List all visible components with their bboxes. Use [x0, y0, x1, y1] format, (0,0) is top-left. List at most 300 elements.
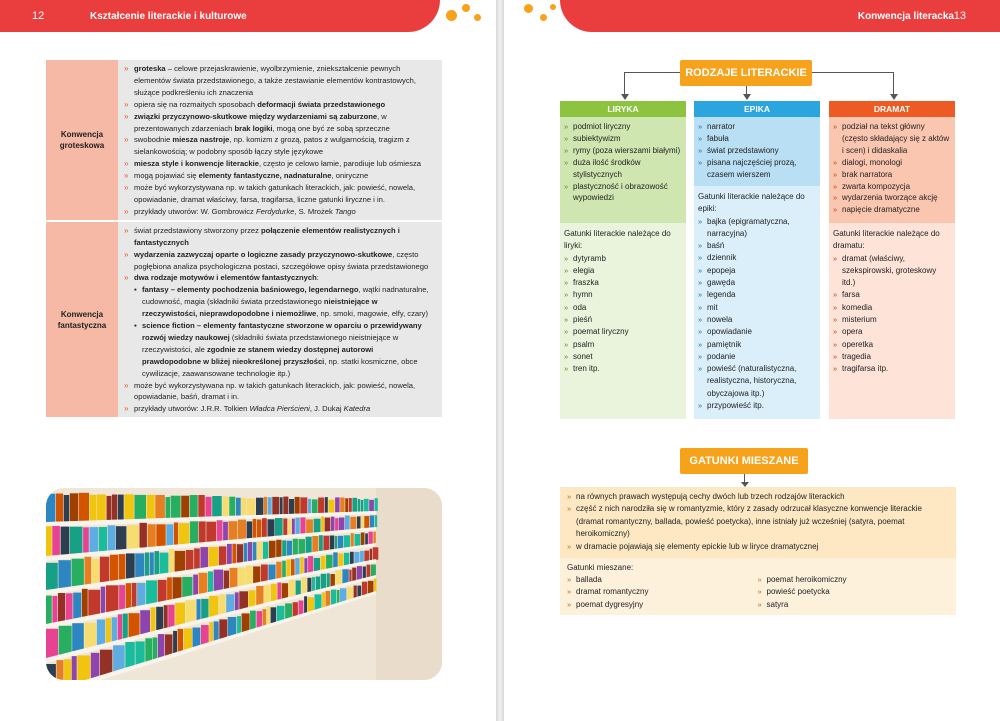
- book-spine: [153, 638, 158, 660]
- book-spine: [328, 500, 334, 513]
- bold-text: elementy fantastyczne, nadnaturalne: [198, 171, 332, 181]
- convention-items: [118, 60, 442, 220]
- list-item: [698, 351, 816, 363]
- text: – celowe przejaskrawienie, wyolbrzymienie, zniekształcenie pewnych elementów świata przedstawionego, a także zestawianie elementów kontrastowych, służące podkreśleniu ich znaczenia: [134, 64, 416, 97]
- book-spine: [354, 586, 357, 598]
- bullet-icon: »: [124, 380, 129, 390]
- dramat-genres: [829, 223, 955, 419]
- italic-text: Władca Pierścieni: [249, 404, 310, 414]
- item-text: pisana najczęściej prozą, czasem wierszem: [707, 157, 797, 179]
- bullet-icon: »: [833, 339, 838, 349]
- book-spine: [137, 583, 145, 606]
- book-spine: [282, 583, 289, 599]
- list-item: [124, 158, 434, 170]
- book-spine: [155, 495, 165, 518]
- item-text: napięcie dramatyczne: [842, 205, 920, 215]
- book-spine: [361, 533, 365, 546]
- book-spine: [253, 519, 257, 538]
- item-text: mit: [707, 302, 718, 312]
- book-spine: [226, 594, 234, 612]
- bullet-icon: »: [124, 111, 129, 121]
- book-spine: [66, 593, 73, 620]
- decorative-dot: [524, 4, 533, 13]
- book-spine: [306, 537, 312, 553]
- book-spine: [59, 626, 72, 655]
- bullet-icon: »: [124, 404, 129, 414]
- bullet-icon: »: [124, 135, 129, 145]
- book-spine: [268, 519, 275, 536]
- bullet-icon: »: [564, 265, 569, 275]
- item-text: [134, 272, 434, 284]
- list-item: [564, 326, 682, 338]
- list-item: [698, 145, 816, 157]
- list-item: [698, 121, 816, 133]
- book-spine: [299, 539, 306, 554]
- book-spine: [61, 527, 70, 555]
- book-spine: [327, 573, 330, 587]
- book-spine: [370, 549, 372, 560]
- text: może być wykorzystywana np. w takich gatunkach literackich, jak: powieść, nowela, opowiadanie, baśń, dramat i in.: [134, 380, 416, 402]
- book-spine: [190, 495, 198, 517]
- bullet-icon: »: [698, 216, 703, 226]
- bullet-icon: »: [698, 327, 703, 337]
- decorative-dot: [446, 10, 457, 21]
- book-spine: [99, 527, 107, 551]
- mixed-genres-features: [560, 487, 956, 558]
- book-spine: [331, 590, 336, 605]
- book-spine: [321, 574, 326, 589]
- list-item: [698, 302, 816, 314]
- item-text: poemat heroikomiczny: [766, 575, 847, 585]
- item-text: dramat (właściwy, szekspirowski, groteskowy itd.): [842, 253, 937, 288]
- book-spine: [242, 613, 250, 632]
- item-text: brak narratora: [842, 169, 893, 179]
- book-spine: [314, 519, 321, 533]
- book-spine: [174, 523, 178, 545]
- book-spine: [89, 527, 98, 552]
- list-item: [567, 586, 758, 598]
- item-text: poemat liryczny: [573, 327, 629, 337]
- book-spine: [113, 645, 125, 671]
- item-text: [134, 170, 434, 182]
- right-page-number: 13: [953, 10, 966, 22]
- bullet-icon: »: [124, 273, 129, 283]
- book-spine: [160, 553, 169, 574]
- bold-text: związki przyczynowo-skutkowe między wydarzeniami są zaburzone: [134, 111, 378, 121]
- book-spine: [295, 497, 300, 514]
- book-spine: [249, 590, 256, 607]
- book-spine: [375, 515, 378, 527]
- sub-list-item: [124, 284, 434, 320]
- book-spine: [72, 623, 84, 651]
- item-text: [134, 158, 434, 170]
- book-spine: [371, 565, 376, 577]
- book-spine: [304, 596, 307, 613]
- text: , np. smoki, magowie, elfy, czary): [316, 309, 428, 319]
- book-spine: [248, 542, 252, 561]
- book-spine: [171, 496, 181, 518]
- text: , mogą one być ze sobą sprzeczne: [272, 123, 390, 133]
- bold-text: brak logiki: [234, 123, 273, 133]
- list-item: [124, 380, 434, 404]
- book-spine: [132, 583, 137, 607]
- book-spine: [165, 634, 173, 655]
- book-spine: [222, 497, 228, 517]
- text: :: [316, 273, 319, 283]
- text: , J. Dukaj: [309, 404, 344, 414]
- book-spine: [335, 570, 341, 585]
- book-spine: [335, 497, 340, 512]
- book-spine: [247, 498, 256, 515]
- book-spine: [219, 595, 226, 615]
- bullet-icon: »: [564, 253, 569, 263]
- list-item: [698, 277, 816, 289]
- book-spine: [238, 520, 246, 540]
- book-spine: [173, 577, 182, 599]
- item-text: misterium: [842, 315, 877, 325]
- book-spine: [201, 625, 209, 645]
- book-spine: [100, 650, 113, 676]
- book-spine: [145, 553, 149, 576]
- item-text: tragifarsa itp.: [842, 364, 889, 374]
- item-text: opera: [842, 327, 863, 337]
- book-spine: [307, 578, 311, 592]
- item-text: część z nich narodziła się w romantyzmie, który z zasady odrzucał klasyczne konwencje literackie (dramat romantyczny, ballada, powieść poetycka), inne istniały już wcześniej (satyra, poemat heroikomiczny): [576, 504, 922, 539]
- list-item: [564, 157, 682, 181]
- book-spine: [134, 495, 146, 519]
- bullet-icon: »: [833, 364, 838, 374]
- book-spine: [300, 497, 307, 513]
- book-spine: [316, 577, 320, 591]
- book-spine: [293, 539, 298, 555]
- decorative-dot: [462, 4, 470, 12]
- text: , często pogłębiona analiza psychologiczna postaci, szczegółowe opisy świata przedstawionego: [134, 249, 429, 271]
- book-spine: [156, 524, 165, 546]
- item-text: baśń: [707, 241, 725, 251]
- list-item: [698, 289, 816, 301]
- book-spine: [169, 549, 174, 573]
- epika-genres: [694, 186, 820, 419]
- text: przykłady utworów: W. Gombrowicz: [134, 206, 256, 216]
- book-spine: [110, 555, 118, 581]
- book-spine: [369, 500, 374, 511]
- bullet-icon: »: [124, 171, 129, 181]
- item-text: świat przedstawiony: [707, 145, 779, 155]
- square-bullet-icon: ▪: [134, 321, 137, 331]
- list-item: [833, 169, 951, 181]
- book-spine: [46, 526, 52, 556]
- book-spine: [312, 536, 318, 552]
- item-text: [134, 99, 434, 111]
- book-spine: [229, 521, 238, 540]
- item-text: subiektywizm: [573, 133, 621, 143]
- bullet-icon: »: [833, 351, 838, 361]
- bullet-icon: »: [124, 225, 129, 235]
- book-spine: [330, 536, 335, 550]
- book-spine: [289, 580, 295, 597]
- list-item: [698, 314, 816, 326]
- book-spine: [368, 581, 374, 594]
- book-spine: [186, 550, 194, 570]
- item-text: duża ilość środków stylistycznych: [573, 157, 641, 179]
- text: , np. statki kosmiczne, obce cywilizacje, zaawansowane technologie itp.): [142, 356, 418, 378]
- book-spine: [344, 535, 350, 547]
- bullet-icon: »: [564, 364, 569, 374]
- list-item: [124, 99, 434, 111]
- bullet-icon: »: [567, 492, 572, 501]
- book-spine: [135, 641, 144, 664]
- bullet-icon: »: [833, 205, 838, 215]
- convention-label: Konwencja fantastyczna: [46, 222, 118, 418]
- book-spine: [56, 494, 63, 522]
- book-spine: [339, 518, 345, 531]
- bullet-icon: »: [564, 339, 569, 349]
- list-item: [564, 363, 682, 375]
- list-item: [698, 252, 816, 264]
- item-text: psalm: [573, 339, 595, 349]
- list-item: [124, 225, 434, 249]
- book-spine: [264, 585, 270, 603]
- list-item: [564, 314, 682, 326]
- book-spine: [246, 566, 252, 585]
- book-spine: [182, 577, 192, 597]
- bold-text: nieistniejące w rzeczywistości, nieprawdopodobne i niemożliwe: [142, 297, 378, 319]
- bullet-icon: »: [564, 302, 569, 312]
- item-text: dytyramb: [573, 253, 606, 263]
- book-spine: [296, 581, 301, 596]
- rodzaje-literackie-title: RODZAJE LITERACKIE: [680, 60, 812, 86]
- book-spine: [129, 613, 140, 637]
- item-text: komedia: [842, 302, 873, 312]
- book-spine: [277, 606, 285, 622]
- book-spine: [112, 617, 118, 641]
- book-spine: [345, 498, 348, 512]
- book-spine: [363, 567, 366, 579]
- book-spine: [306, 519, 313, 533]
- book-spine: [64, 495, 69, 522]
- item-text: bajka (epigramatyczna, narracyjna): [707, 216, 790, 238]
- list-item: [833, 302, 951, 314]
- item-text: powieść (naturalistyczna, realistyczna, historyczna, obyczajowa itp.): [707, 364, 797, 398]
- list-item: [564, 339, 682, 351]
- item-text: fabuła: [707, 133, 729, 143]
- bullet-icon: »: [567, 504, 572, 514]
- book-spine: [158, 634, 165, 658]
- liryka-genres: [560, 223, 686, 419]
- bullet-icon: »: [833, 315, 838, 325]
- right-page-title: Konwencja literacka: [857, 10, 954, 22]
- book-spine: [107, 496, 112, 520]
- book-spine: [318, 498, 324, 514]
- bold-text: miesza nastroje: [172, 135, 230, 145]
- book-spine: [361, 500, 363, 512]
- book-spine: [219, 619, 227, 639]
- list-item: [758, 574, 949, 586]
- book-spine: [228, 617, 237, 636]
- book-spine: [322, 592, 325, 607]
- book-spine: [184, 629, 192, 650]
- book-spine: [276, 540, 281, 557]
- item-text: [134, 403, 434, 415]
- book-spine: [193, 575, 198, 595]
- book-spine: [325, 518, 331, 532]
- book-spine: [277, 583, 281, 600]
- gatunki-mieszane-title: GATUNKI MIESZANE: [680, 448, 808, 474]
- list-item: [567, 491, 948, 503]
- book-spine: [280, 497, 283, 514]
- bullet-icon: »: [833, 122, 838, 131]
- list-item: [124, 134, 434, 158]
- book-spine: [85, 623, 97, 649]
- item-text: tragedia: [842, 351, 871, 361]
- bookshelf-illustration: [46, 488, 442, 680]
- italic-text: Katedra: [343, 404, 371, 414]
- book-spine: [347, 587, 353, 600]
- book-spine: [97, 620, 105, 646]
- bold-text: połączenie elementów realistycznych i fantastycznych: [134, 225, 400, 247]
- book-spine: [140, 610, 150, 634]
- book-spine: [175, 603, 185, 626]
- bullet-icon: »: [567, 587, 572, 597]
- book-spine: [333, 552, 338, 567]
- list-item: [833, 289, 951, 301]
- book-spine: [293, 602, 298, 616]
- book-spine: [212, 496, 222, 517]
- book-spine: [92, 559, 99, 584]
- book-spine: [119, 554, 126, 580]
- book-spine: [198, 495, 205, 517]
- book-spine: [283, 519, 287, 536]
- book-spine: [244, 543, 248, 562]
- book-spine: [91, 653, 100, 679]
- list-item: [698, 339, 816, 351]
- bullet-icon: »: [833, 169, 838, 179]
- arrow-icon: [621, 94, 629, 100]
- bullet-icon: »: [124, 159, 129, 169]
- book-spine: [364, 499, 369, 512]
- list-item: [564, 265, 682, 277]
- book-spine: [308, 499, 311, 513]
- book-spine: [58, 593, 65, 622]
- book-spine: [360, 551, 364, 562]
- bullet-icon: »: [567, 599, 572, 609]
- item-text: podanie: [707, 351, 736, 361]
- book-spine: [217, 520, 223, 541]
- book-spine: [357, 516, 361, 528]
- bullet-icon: »: [698, 314, 703, 324]
- list-item: [564, 253, 682, 265]
- book-spine: [351, 533, 354, 546]
- book-spine: [340, 588, 346, 602]
- book-spine: [287, 541, 292, 556]
- book-spine: [77, 655, 90, 680]
- book-spine: [119, 585, 125, 610]
- book-spine: [261, 565, 268, 582]
- bullet-icon: »: [564, 327, 569, 337]
- list-item: [564, 351, 682, 363]
- book-spine: [229, 497, 235, 516]
- book-spine: [166, 497, 171, 518]
- book-spine: [166, 524, 173, 545]
- book-spine: [271, 607, 277, 623]
- book-spine: [342, 569, 348, 583]
- list-item: [833, 253, 951, 290]
- item-text: zwarta kompozycja: [842, 181, 911, 191]
- liryka-column: [560, 101, 686, 419]
- table-row: [46, 220, 442, 418]
- book-spine: [178, 629, 184, 652]
- item-text: [134, 182, 434, 206]
- liryka-features: [560, 117, 686, 223]
- book-spine: [201, 599, 208, 619]
- book-spine: [357, 586, 361, 597]
- book-spine: [118, 614, 122, 640]
- book-spine: [276, 562, 281, 579]
- book-spine: [193, 628, 201, 648]
- item-text: [134, 63, 434, 99]
- square-bullet-icon: ▪: [134, 285, 137, 295]
- text: opiera się na rozmaitych sposobach: [134, 99, 258, 109]
- book-spine: [326, 555, 333, 569]
- book-spine: [361, 516, 364, 529]
- book-spine: [237, 544, 243, 563]
- item-text: epopeja: [707, 265, 736, 275]
- arrow-icon: [890, 94, 898, 100]
- bullet-icon: »: [698, 145, 703, 155]
- book-spine: [126, 553, 135, 578]
- book-spine: [223, 522, 228, 541]
- book-spine: [83, 527, 89, 552]
- bullet-icon: »: [124, 99, 129, 109]
- book-spine: [52, 596, 57, 623]
- book-spine: [70, 527, 83, 554]
- book-spine: [72, 656, 77, 680]
- book-spine: [349, 498, 352, 512]
- book-spine: [57, 660, 64, 680]
- bullet-icon: »: [564, 145, 569, 155]
- book-spine: [300, 557, 304, 574]
- item-text: przypowieść itp.: [707, 401, 764, 411]
- list-item: [124, 249, 434, 273]
- book-spine: [227, 544, 232, 564]
- book-spine: [253, 566, 260, 583]
- bold-text: zgodnie ze stanem wiedzy dostępnej autorowi prawdopodobne w bliżej nieokreślonej przyszłości: [142, 344, 374, 366]
- book-spine: [209, 547, 219, 567]
- list-item: [698, 326, 816, 338]
- book-spine: [125, 642, 135, 668]
- list-item: [833, 157, 951, 169]
- book-spine: [224, 571, 229, 589]
- book-spine: [85, 557, 92, 585]
- decorative-dot: [550, 4, 556, 10]
- book-spine: [106, 585, 119, 612]
- book-spine: [364, 551, 369, 562]
- right-page-header: [560, 0, 1000, 32]
- book-spine: [271, 584, 277, 602]
- book-spine: [350, 552, 354, 564]
- dramat-header: DRAMAT: [829, 101, 955, 117]
- mixed-genres-col-1: [567, 574, 758, 611]
- bullet-icon: »: [833, 157, 838, 167]
- bullet-icon: »: [567, 541, 572, 551]
- text: , S. Mrożek: [294, 206, 335, 216]
- book-spine: [358, 499, 361, 512]
- book-spine: [72, 559, 84, 587]
- list-item: [124, 63, 434, 99]
- convention-label: Konwencja groteskowa: [46, 60, 118, 220]
- book-spine: [282, 540, 286, 556]
- bullet-icon: »: [564, 122, 569, 131]
